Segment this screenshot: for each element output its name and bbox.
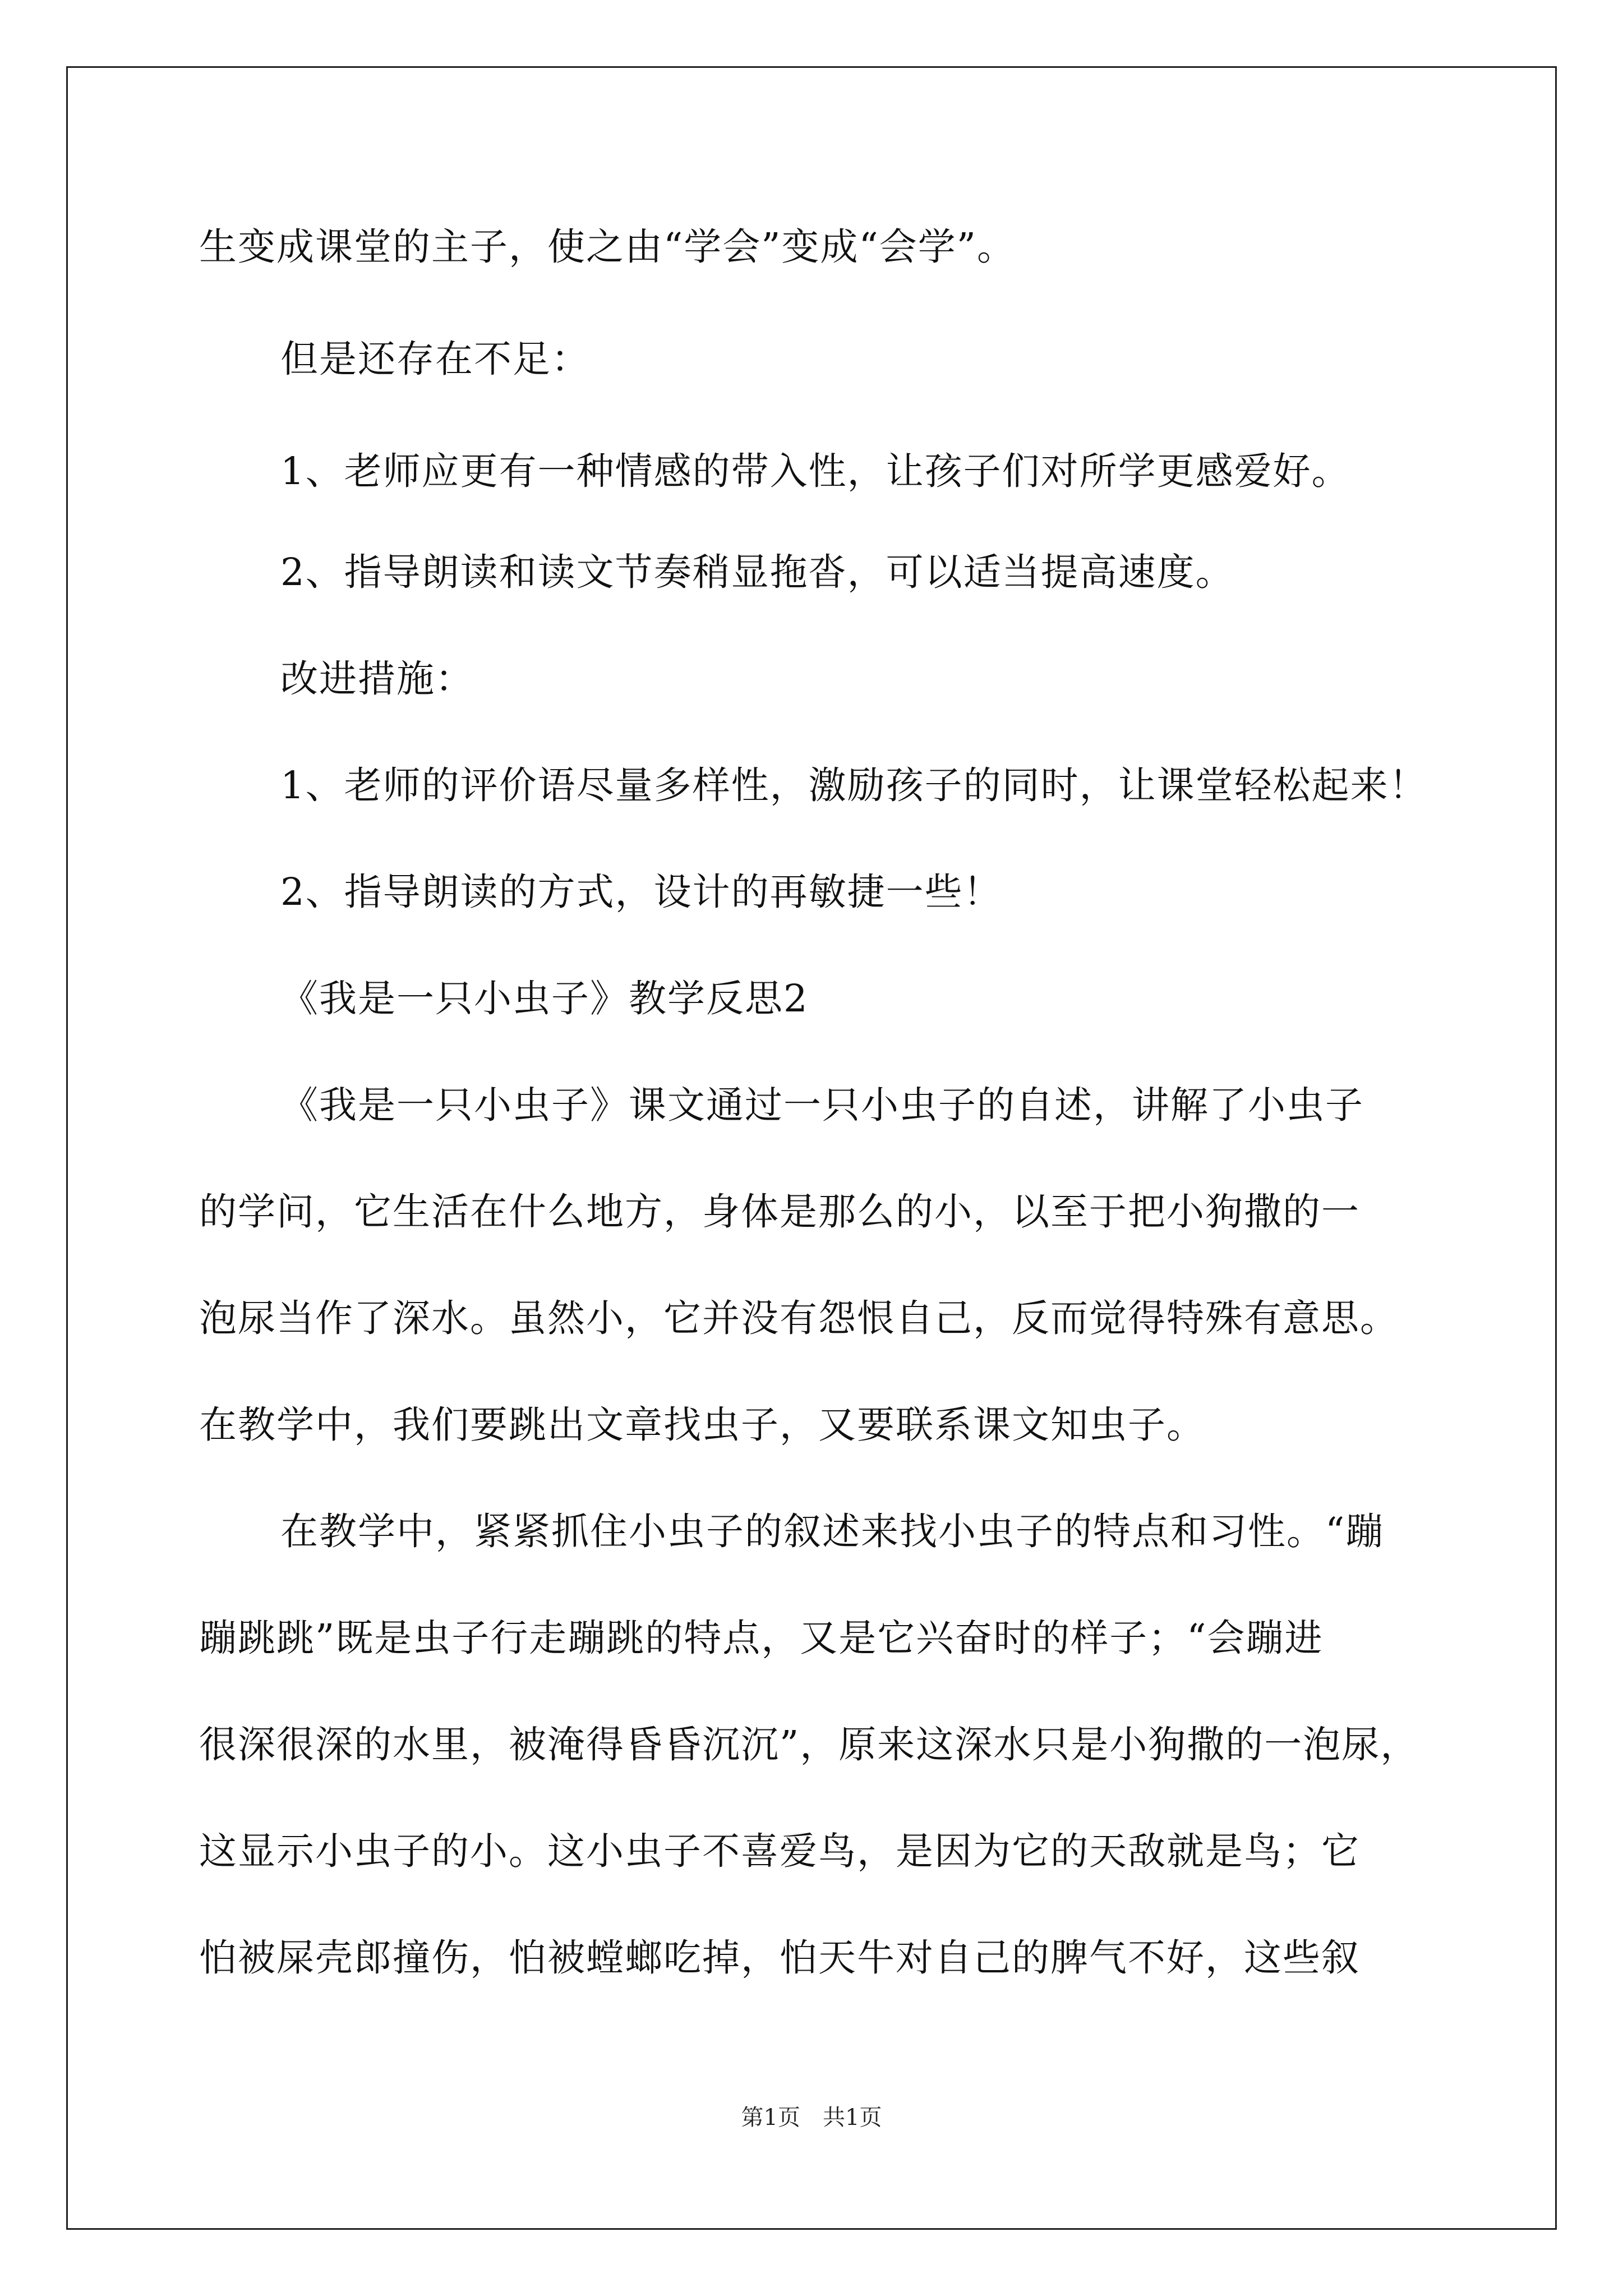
paragraph-line-14: 蹦跳跳”既是虫子行走蹦跳的特点，又是它兴奋时的样子；“会蹦进	[199, 1616, 1324, 1660]
paragraph-line-6: 1、老师的评价语尽量多样性，激励孩子的同时，让课堂轻松起来！	[280, 763, 1428, 807]
paragraph-line-1: 生变成课堂的主子，使之由“学会”变成“会学”。	[199, 225, 1016, 269]
paragraph-line-17: 怕被屎壳郎撞伤，怕被螳螂吃掉，怕天牛对自己的脾气不好，这些叙	[199, 1936, 1360, 1980]
paragraph-line-3: 1、老师应更有一种情感的带入性，让孩子们对所学更感爱好。	[280, 449, 1350, 493]
page-border	[66, 66, 1557, 2230]
paragraph-line-11: 泡尿当作了深水。虽然小，它并没有怨恨自己，反而觉得特殊有意思。	[199, 1296, 1399, 1340]
paragraph-line-10: 的学问，它生活在什么地方，身体是那么的小，以至于把小狗撒的一	[199, 1190, 1360, 1234]
paragraph-line-13: 在教学中，紧紧抓住小虫子的叙述来找小虫子的特点和习性。“蹦	[280, 1510, 1385, 1553]
paragraph-line-2: 但是还存在不足：	[280, 337, 590, 381]
section-title: 《我是一只小虫子》教学反思2	[280, 977, 809, 1020]
paragraph-line-7: 2、指导朗读的方式，设计的再敏捷一些！	[280, 870, 1002, 914]
paragraph-line-12: 在教学中，我们要跳出文章找虫子，又要联系课文知虫子。	[199, 1403, 1205, 1447]
paragraph-line-4: 2、指导朗读和读文节奏稍显拖沓，可以适当提高速度。	[280, 550, 1234, 594]
paragraph-line-15: 很深很深的水里，被淹得昏昏沉沉”，原来这深水只是小狗撒的一泡尿，	[199, 1723, 1419, 1766]
paragraph-line-16: 这显示小虫子的小。这小虫子不喜爱鸟，是因为它的天敌就是鸟；它	[199, 1829, 1360, 1873]
page-footer: 第1页 共1页	[741, 2105, 882, 2131]
paragraph-line-5: 改进措施：	[280, 657, 474, 701]
paragraph-line-9: 《我是一只小虫子》课文通过一只小虫子的自述，讲解了小虫子	[280, 1083, 1364, 1127]
